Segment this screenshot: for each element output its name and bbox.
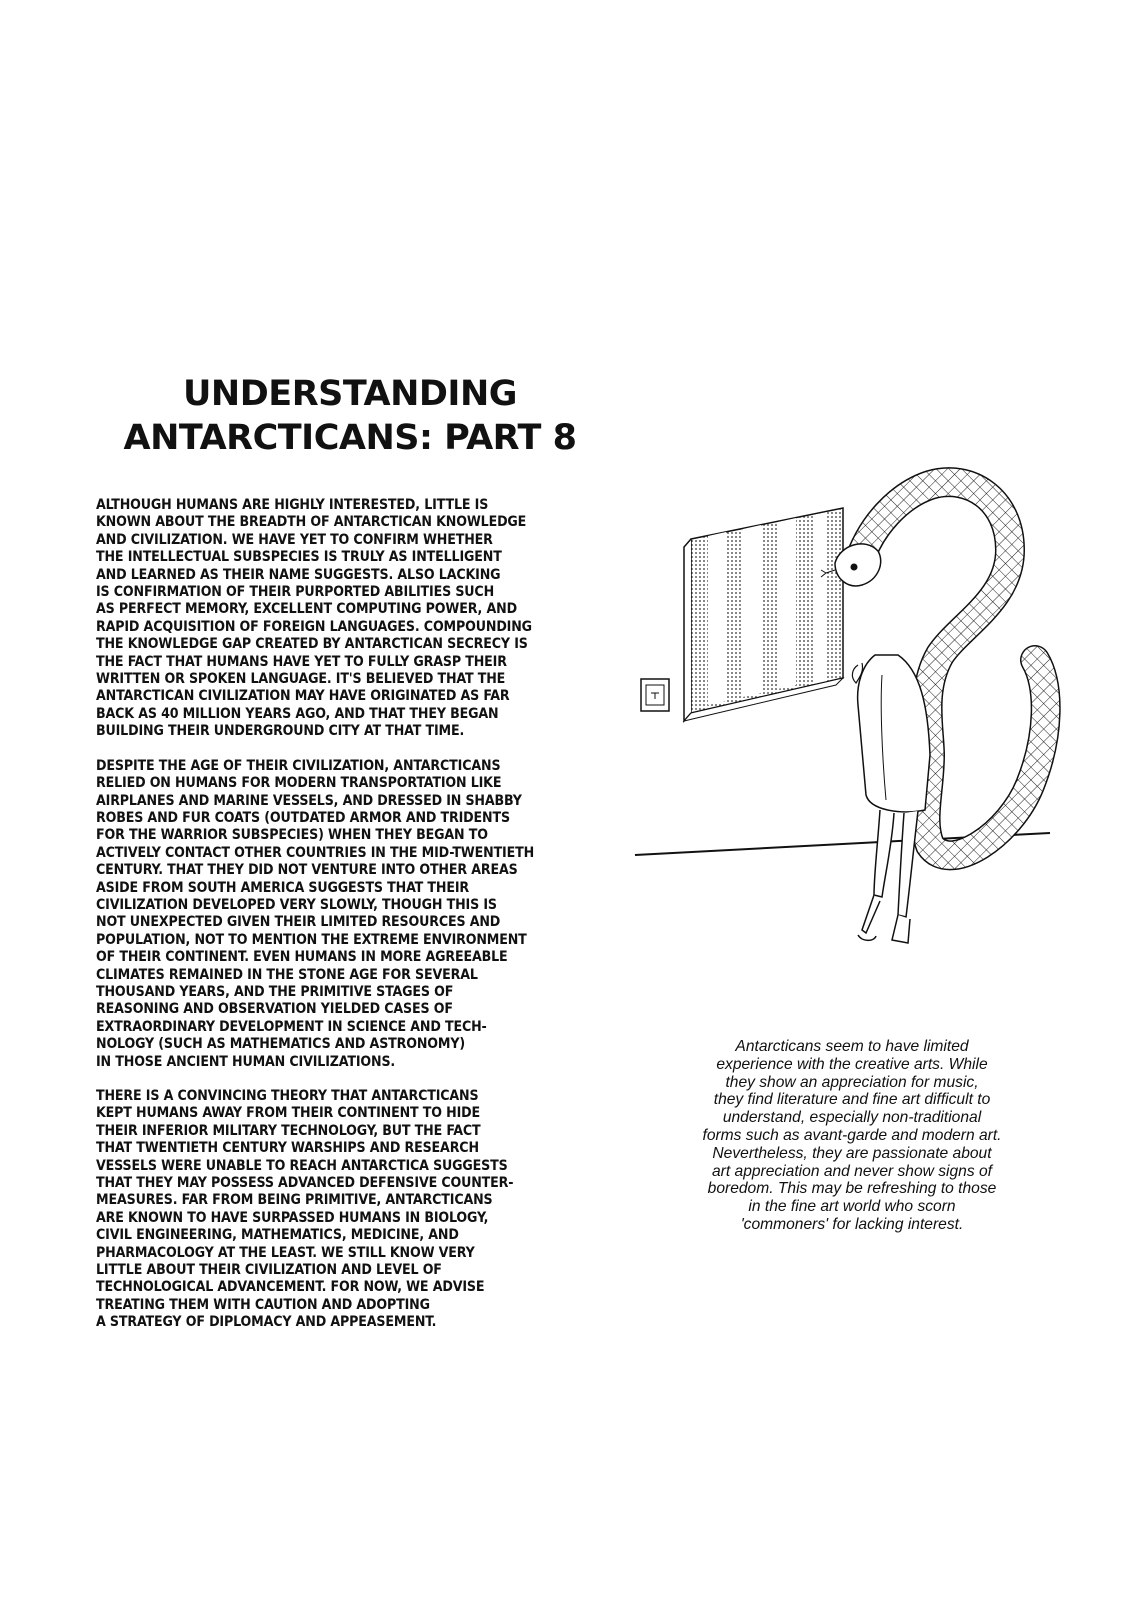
paragraph-line: BACK AS 40 MILLION YEARS AGO, AND THAT THEY BEGAN xyxy=(96,705,499,722)
paragraph-line: ALTHOUGH HUMANS ARE HIGHLY INTERESTED, LITTLE IS xyxy=(96,497,489,513)
caption-line: Antarcticans seem to have limited xyxy=(735,1038,969,1055)
paragraph-line: ROBES AND FUR COATS (OUTDATED ARMOR AND TRIDENTS xyxy=(96,809,510,826)
caption-line: experience with the creative arts. While xyxy=(716,1055,988,1073)
paragraph-line: FOR THE WARRIOR SUBSPECIES) WHEN THEY BEGAN TO xyxy=(96,827,488,844)
paragraph-line: CIVILIZATION DEVELOPED VERY SLOWLY, THOUGH THIS IS xyxy=(96,896,497,913)
paragraph-line: TECHNOLOGICAL ADVANCEMENT. FOR NOW, WE ADVISE xyxy=(96,1279,485,1296)
caption-line: 'commoners' for lacking interest. xyxy=(740,1215,964,1233)
paragraph-line: NOT UNEXPECTED GIVEN THEIR LIMITED RESOURCES AND xyxy=(96,914,501,931)
paragraph-line: ARE KNOWN TO HAVE SURPASSED HUMANS IN BIOLOGY, xyxy=(96,1209,489,1226)
paragraph-line: REASONING AND OBSERVATION YIELDED CASES OF xyxy=(96,1001,453,1018)
caption-line: art appreciation and never show signs of xyxy=(712,1162,992,1180)
paragraph-line: ACTIVELY CONTACT OTHER COUNTRIES IN THE MID-TWENTIETH xyxy=(96,844,535,861)
legs-icon xyxy=(858,810,918,943)
snake-eye-icon xyxy=(851,564,858,571)
paragraph-line: THAT TWENTIETH CENTURY WARSHIPS AND RESEARCH xyxy=(96,1140,479,1157)
paragraph-line: KNOWN ABOUT THE BREADTH OF ANTARCTICAN KNOWLEDGE xyxy=(96,514,527,531)
article-paragraph xyxy=(96,497,612,741)
page-title-line: ANTARCTICANS: PART 8 xyxy=(123,418,577,458)
paragraph-line: MEASURES. FAR FROM BEING PRIMITIVE, ANTARCTICANS xyxy=(96,1192,493,1209)
wall-plate-icon xyxy=(641,679,669,711)
paragraph-line: TREATING THEM WITH CAUTION AND ADOPTING xyxy=(96,1296,430,1313)
paragraph-line: AND LEARNED AS THEIR NAME SUGGESTS. ALSO LACKING xyxy=(96,566,501,583)
paragraph-line: AS PERFECT MEMORY, EXCELLENT COMPUTING POWER, AND xyxy=(96,601,517,618)
paragraph-line: THAT THEY MAY POSSESS ADVANCED DEFENSIVE COUNTER- xyxy=(96,1175,514,1192)
paragraph-line: ASIDE FROM SOUTH AMERICA SUGGESTS THAT THEIR xyxy=(96,879,469,896)
illustration-caption xyxy=(672,1038,1032,1234)
article-paragraph xyxy=(96,1088,612,1332)
paragraph-line: POPULATION, NOT TO MENTION THE EXTREME ENVIRONMENT xyxy=(96,931,527,948)
paragraph-line: CENTURY. THAT THEY DID NOT VENTURE INTO OTHER AREAS xyxy=(96,862,518,879)
paragraph-line: RAPID ACQUISITION OF FOREIGN LANGUAGES. COMPOUNDING xyxy=(96,618,532,635)
paragraph-line: THE FACT THAT HUMANS HAVE YET TO FULLY GRASP THEIR xyxy=(96,653,507,670)
paragraph-line: RELIED ON HUMANS FOR MODERN TRANSPORTATION LIKE xyxy=(96,775,502,792)
paragraph-line: NOLOGY (SUCH AS MATHEMATICS AND ASTRONOMY) xyxy=(96,1036,466,1053)
paragraph-line: THE KNOWLEDGE GAP CREATED BY ANTARCTICAN SECRECY IS xyxy=(96,636,528,653)
caption-line: Nevertheless, they are passionate about xyxy=(712,1144,992,1162)
caption-line: they show an appreciation for music, xyxy=(725,1073,979,1091)
painting-icon xyxy=(684,508,843,721)
paragraph-line: A STRATEGY OF DIPLOMACY AND APPEASEMENT. xyxy=(96,1314,437,1331)
paragraph-line: LITTLE ABOUT THEIR CIVILIZATION AND LEVEL OF xyxy=(96,1262,442,1279)
paragraph-line: CLIMATES REMAINED IN THE STONE AGE FOR SEVERAL xyxy=(96,966,478,983)
paragraph-line: AND CIVILIZATION. WE HAVE YET TO CONFIRM WHETHER xyxy=(96,531,493,548)
snake-person-viewing-painting-illustration xyxy=(630,455,1070,995)
paragraph-line: THE INTELLECTUAL SUBSPECIES IS TRULY AS INTELLIGENT xyxy=(96,549,502,566)
caption-line: they find literature and fine art difficult to xyxy=(713,1091,991,1109)
caption-line: boredom. This may be refreshing to those xyxy=(707,1180,997,1198)
paragraph-line: THOUSAND YEARS, AND THE PRIMITIVE STAGES OF xyxy=(96,983,454,1000)
paragraph-line: THEIR INFERIOR MILITARY TECHNOLOGY, BUT THE FACT xyxy=(96,1122,481,1139)
paragraph-line: CIVIL ENGINEERING, MATHEMATICS, MEDICINE, AND xyxy=(96,1227,459,1244)
paragraph-line: THERE IS A CONVINCING THEORY THAT ANTARCTICANS xyxy=(96,1088,479,1104)
paragraph-line: BUILDING THEIR UNDERGROUND CITY AT THAT TIME. xyxy=(96,723,465,740)
paragraph-line: EXTRAORDINARY DEVELOPMENT IN SCIENCE AND TECH- xyxy=(96,1018,487,1035)
paragraph-line: KEPT HUMANS AWAY FROM THEIR CONTINENT TO HIDE xyxy=(96,1105,481,1122)
paragraph-line: VESSELS WERE UNABLE TO REACH ANTARCTICA SUGGESTS xyxy=(96,1157,508,1174)
article-paragraph xyxy=(96,758,612,1071)
paragraph-line: WRITTEN OR SPOKEN LANGUAGE. IT'S BELIEVED THAT THE xyxy=(96,671,506,688)
article-body xyxy=(96,497,612,1349)
page-title xyxy=(100,372,600,460)
paragraph-line: PHARMACOLOGY AT THE LEAST. WE STILL KNOW VERY xyxy=(96,1244,475,1261)
page-title-line: UNDERSTANDING xyxy=(183,374,517,414)
paragraph-line: IS CONFIRMATION OF THEIR PURPORTED ABILITIES SUCH xyxy=(96,584,495,601)
paragraph-line: IN THOSE ANCIENT HUMAN CIVILIZATIONS. xyxy=(96,1053,396,1070)
paragraph-line: AIRPLANES AND MARINE VESSELS, AND DRESSED IN SHABBY xyxy=(96,792,522,809)
paragraph-line: OF THEIR CONTINENT. EVEN HUMANS IN MORE AGREEABLE xyxy=(96,949,508,966)
paragraph-line: DESPITE THE AGE OF THEIR CIVILIZATION, ANTARCTICANS xyxy=(96,757,501,774)
caption-line: forms such as avant-garde and modern art. xyxy=(702,1126,1002,1144)
caption-line: in the fine art world who scorn xyxy=(748,1198,956,1216)
caption-line: understand, especially non-traditional xyxy=(722,1109,982,1127)
paragraph-line: ANTARCTICAN CIVILIZATION MAY HAVE ORIGINATED AS FAR xyxy=(96,688,510,705)
